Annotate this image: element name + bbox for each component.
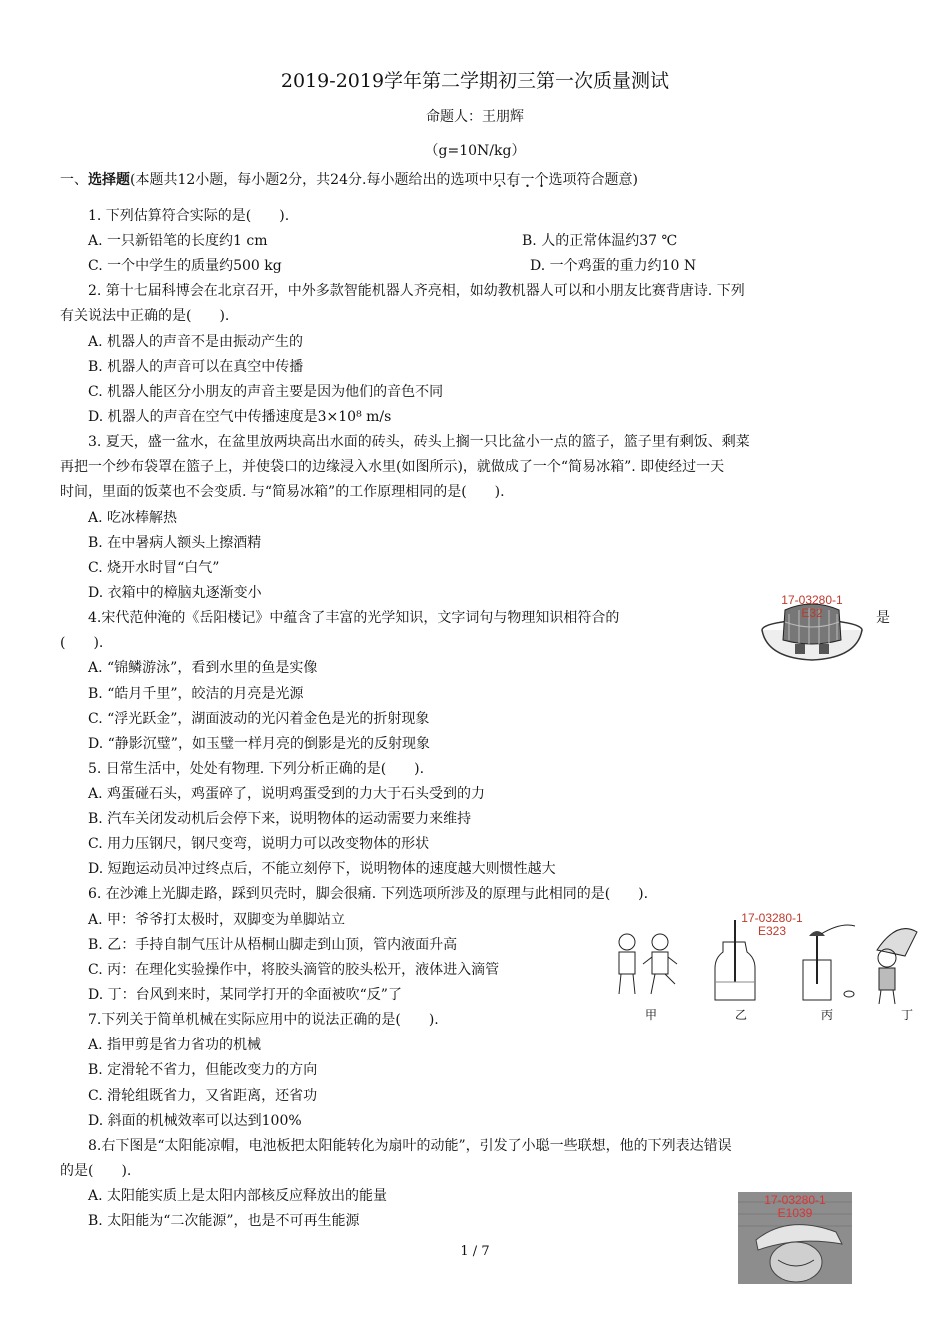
question-line: C. 丙：在理化实验操作中，将胶头滴管的胶头松开，液体进入滴管 — [88, 962, 500, 978]
question-line: 1. 下列估算符合实际的是( ). — [88, 208, 290, 224]
question-line: 6. 在沙滩上光脚走路，踩到贝壳时，脚会很痛. 下列选项所涉及的原理与此相同的是( ). — [88, 886, 649, 902]
section-name: 选择题 — [88, 172, 130, 188]
question-line: C. 一个中学生的质量约500 kg — [88, 258, 282, 274]
question-line: 7.下列关于简单机械在实际应用中的说法正确的是( ). — [88, 1012, 439, 1028]
question-line: 8.右下图是“太阳能凉帽，电池板把太阳能转化为扇叶的动能”，引发了小聪一些联想，他的下列表达错误 — [88, 1138, 732, 1154]
question-line: C. “浮光跃金”，湖面波动的光闪着金色是光的折射现象 — [88, 711, 430, 727]
question-line: 5. 日常生活中，处处有物理. 下列分析正确的是( ). — [88, 761, 425, 777]
question-line: D. “静影沉璧”，如玉璧一样月亮的倒影是光的反射现象 — [88, 736, 430, 752]
page-number: 1 / 7 — [460, 1244, 490, 1259]
emphasis-char: 只 — [492, 172, 507, 188]
question-line: 3. 夏天，盛一盆水，在盆里放两块高出水面的砖头，砖头上搁一只比盆小一点的篮子，篮子里有剩饭、剩菜 — [88, 434, 750, 450]
stamp-line: E323 — [757, 924, 787, 938]
question-line: A. 指甲剪是省力省功的机械 — [88, 1037, 262, 1053]
question-line: 再把一个纱布袋罩在篮子上，并使袋口的边缘浸入水里(如图所示)，就做成了一个“简易冰箱”. 即使经过一天 — [60, 459, 725, 475]
question-line: D. 短跑运动员冲过终点后，不能立刻停下，说明物体的速度越大则惯性越大 — [88, 861, 556, 877]
solar-hat-figure — [738, 1192, 852, 1284]
question-line: B. 定滑轮不省力，但能改变力的方向 — [88, 1062, 318, 1078]
question-line: B. 机器人的声音可以在真空中传播 — [88, 359, 304, 375]
simple-fridge-figure — [757, 592, 867, 664]
question-line: B. 汽车关闭发动机后会停下来，说明物体的运动需要力来维持 — [88, 811, 472, 827]
question-line: B. 太阳能为“二次能源”，也是不可再生能源 — [88, 1213, 360, 1229]
panel-label-ding: 丁 — [901, 1008, 914, 1022]
section-desc-b: 选项符合题意) — [548, 172, 638, 188]
question-line: 是 — [876, 610, 890, 626]
panel-label-bing: 丙 — [821, 1008, 834, 1022]
question-line: D. 斜面的机械效率可以达到100% — [88, 1113, 302, 1129]
question-line: A. 鸡蛋碰石头，鸡蛋碎了，说明鸡蛋受到的力大于石头受到的力 — [88, 786, 486, 802]
stamp-line: 17-03280-1 — [781, 593, 843, 607]
question-line: B. 乙：手持自制气压计从梧桐山脚走到山顶，管内液面升高 — [88, 937, 458, 953]
question-line: B. 人的正常体温约37 ℃ — [522, 233, 678, 249]
question-line: D. 衣箱中的樟脑丸逐渐变小 — [88, 585, 262, 601]
figure-stamp — [757, 594, 867, 620]
panel-label-jia: 甲 — [645, 1008, 658, 1022]
question-line: ( ). — [60, 635, 104, 651]
question-line: 时间，里面的饭菜也不会变质. 与“简易冰箱”的工作原理相同的是( ). — [60, 484, 505, 500]
question-line: A. 机器人的声音不是由振动产生的 — [88, 334, 304, 350]
section-desc-a: (本题共12小题，每小题2分，共24分.每小题给出的选项中 — [130, 172, 493, 188]
question-line: C. 机器人能区分小朋友的声音主要是因为他们的音色不同 — [88, 384, 444, 400]
question-line: D. 机器人的声音在空气中传播速度是3×10⁸ m/s — [88, 409, 392, 425]
emphasis-char: 有 — [506, 172, 521, 188]
stamp-line: E32 — [801, 606, 823, 620]
question-line: D. 丁：台风到来时，某同学打开的伞面被吹“反”了 — [88, 987, 402, 1003]
question-line: A. 一只新铅笔的长度约1 cm — [88, 233, 268, 249]
stamp-line: 17-03280-1 — [764, 1193, 826, 1207]
emphasis-char: 个 — [534, 172, 549, 188]
exam-author: 命题人：王朋辉 — [426, 109, 524, 125]
question-line: B. 在中暑病人额头上擦酒精 — [88, 535, 262, 551]
question-line: 有关说法中正确的是( ). — [60, 308, 230, 324]
question-line: A. 太阳能实质上是太阳内部核反应释放出的能量 — [88, 1188, 388, 1204]
q6-figure — [605, 912, 925, 1022]
question-line: C. 烧开水时冒“白气” — [88, 560, 220, 576]
question-line: B. “皓月千里”，皎洁的月亮是光源 — [88, 686, 304, 702]
stamp-line: E1039 — [777, 1206, 813, 1220]
question-line: 2. 第十七届科博会在北京召开，中外多款智能机器人齐亮相，如幼教机器人可以和小朋友比赛背唐诗. 下列 — [88, 283, 745, 299]
emphasis-char: 一 — [520, 172, 535, 188]
exam-title: 2019-2019学年第二学期初三第一次质量测试 — [280, 70, 670, 92]
stamp-line: 17-03280-1 — [741, 912, 803, 925]
question-line: C. 用力压钢尺，钢尺变弯，说明力可以改变物体的形状 — [88, 836, 430, 852]
section-heading — [60, 170, 638, 190]
question-line: A. 甲：爷爷打太极时，双脚变为单脚站立 — [88, 912, 346, 928]
figure-stamp — [738, 1194, 852, 1220]
gravity-note: （g=10N/kg） — [424, 143, 526, 159]
panel-label-yi: 乙 — [735, 1008, 748, 1022]
question-line: D. 一个鸡蛋的重力约10 N — [530, 258, 697, 274]
question-line: C. 滑轮组既省力，又省距离，还省功 — [88, 1088, 318, 1104]
question-line: 的是( ). — [60, 1163, 132, 1179]
question-line: A. 吃冰棒解热 — [88, 510, 178, 526]
question-line: A. “锦鳞游泳”，看到水里的鱼是实像 — [88, 660, 318, 676]
figure-stamp — [727, 912, 817, 938]
question-line: 4.宋代范仲淹的《岳阳楼记》中蕴含了丰富的光学知识，文字词句与物理知识相符合的 — [88, 610, 620, 626]
section-prefix: 一、 — [60, 172, 88, 188]
